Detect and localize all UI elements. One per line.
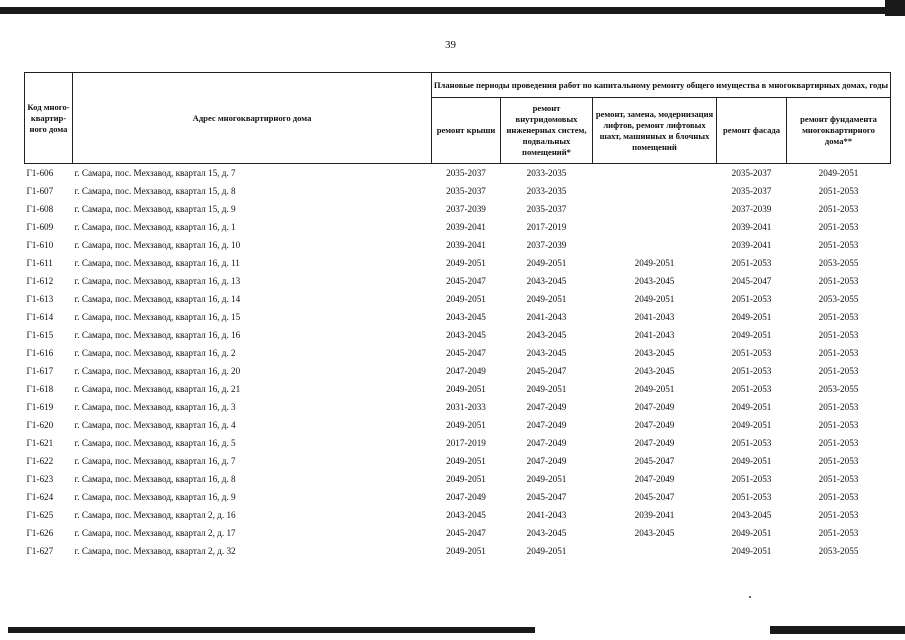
cell-elevators bbox=[593, 164, 717, 183]
cell-foundation: 2049-2051 bbox=[818, 168, 859, 178]
cell-elevators: 2047-2049 bbox=[634, 474, 675, 484]
cell-address: г. Самара, пос. Мехзавод, квартал 16, д. 14 bbox=[74, 294, 241, 304]
cell-elevators: 2045-2047 bbox=[634, 492, 675, 502]
cell-facade: 2049-2051 bbox=[731, 420, 772, 430]
cell-roof: 2049-2051 bbox=[446, 420, 486, 430]
header-address: Адрес многоквартирного дома bbox=[73, 73, 432, 164]
cell-code: Г1-612 bbox=[26, 276, 54, 286]
cell-code: Г1-623 bbox=[26, 474, 54, 484]
cell-elevators: 2043-2045 bbox=[634, 348, 675, 358]
scan-border-bottom bbox=[8, 627, 535, 633]
cell-engineering: 2041-2043 bbox=[526, 510, 567, 520]
table-row bbox=[25, 542, 891, 560]
cell-facade: 2051-2053 bbox=[731, 348, 772, 358]
cell-facade: 2051-2053 bbox=[731, 384, 772, 394]
cell-facade: 2051-2053 bbox=[731, 438, 772, 448]
cell-foundation: 2053-2055 bbox=[818, 258, 859, 268]
cell-address: г. Самара, пос. Мехзавод, квартал 16, д. 1 bbox=[74, 222, 236, 232]
table-row bbox=[25, 326, 891, 344]
cell-foundation: 2051-2053 bbox=[818, 402, 859, 412]
cell-foundation: 2051-2053 bbox=[818, 492, 859, 502]
cell-foundation: 2051-2053 bbox=[818, 222, 859, 232]
cell-roof: 2049-2051 bbox=[446, 456, 486, 466]
cell-engineering: 2017-2019 bbox=[526, 222, 567, 232]
capital-repair-table bbox=[24, 72, 891, 560]
cell-address: г. Самара, пос. Мехзавод, квартал 2, д. 16 bbox=[74, 510, 236, 520]
cell-roof: 2047-2049 bbox=[446, 366, 486, 376]
cell-facade: 2035-2037 bbox=[731, 186, 772, 196]
cell-address: г. Самара, пос. Мехзавод, квартал 16, д. 16 bbox=[74, 330, 241, 340]
cell-foundation: 2053-2055 bbox=[818, 294, 859, 304]
cell-code: Г1-609 bbox=[26, 222, 54, 232]
cell-engineering: 2045-2047 bbox=[526, 492, 567, 502]
cell-address: г. Самара, пос. Мехзавод, квартал 15, д. 7 bbox=[74, 168, 236, 178]
cell-address: г. Самара, пос. Мехзавод, квартал 16, д. 8 bbox=[74, 474, 236, 484]
cell-roof: 2039-2041 bbox=[446, 240, 486, 250]
cell-roof: 2031-2033 bbox=[446, 402, 486, 412]
table-row bbox=[25, 362, 891, 380]
table-row bbox=[25, 434, 891, 452]
table-body bbox=[25, 164, 891, 561]
cell-roof: 2043-2045 bbox=[446, 330, 486, 340]
header-periods-group: Плановые периоды проведения работ по капитальному ремонту общего имущества в многоквартирных домах, годы bbox=[432, 73, 891, 98]
cell-elevators: 2043-2045 bbox=[634, 366, 675, 376]
cell-engineering: 2049-2051 bbox=[526, 258, 567, 268]
cell-code: Г1-618 bbox=[26, 384, 54, 394]
scan-border-top bbox=[0, 0, 905, 14]
table-row bbox=[25, 524, 891, 542]
cell-foundation: 2051-2053 bbox=[818, 510, 859, 520]
cell-roof: 2045-2047 bbox=[446, 276, 486, 286]
cell-roof: 2037-2039 bbox=[446, 204, 486, 214]
cell-elevators: 2039-2041 bbox=[634, 510, 675, 520]
cell-roof: 2035-2037 bbox=[446, 168, 486, 178]
table-row bbox=[25, 308, 891, 326]
table-row bbox=[25, 200, 891, 218]
cell-facade: 2035-2037 bbox=[731, 168, 772, 178]
cell-address: г. Самара, пос. Мехзавод, квартал 2, д. 17 bbox=[74, 528, 236, 538]
cell-address: г. Самара, пос. Мехзавод, квартал 16, д. 9 bbox=[74, 492, 236, 502]
cell-code: Г1-621 bbox=[26, 438, 54, 448]
cell-address: г. Самара, пос. Мехзавод, квартал 16, д. 2 bbox=[74, 348, 236, 358]
cell-facade: 2051-2053 bbox=[731, 366, 772, 376]
cell-elevators: 2041-2043 bbox=[634, 312, 675, 322]
cell-address: г. Самара, пос. Мехзавод, квартал 16, д. 10 bbox=[74, 240, 241, 250]
cell-roof: 2049-2051 bbox=[446, 546, 486, 556]
cell-engineering: 2043-2045 bbox=[526, 276, 567, 286]
table-row bbox=[25, 452, 891, 470]
cell-facade: 2043-2045 bbox=[731, 510, 772, 520]
cell-engineering: 2045-2047 bbox=[526, 366, 567, 376]
header-code: Код много-квартир-ного дома bbox=[25, 73, 73, 164]
cell-elevators: 2041-2043 bbox=[634, 330, 675, 340]
cell-code: Г1-611 bbox=[26, 258, 53, 268]
cell-code: Г1-615 bbox=[26, 330, 54, 340]
cell-engineering: 2043-2045 bbox=[526, 330, 567, 340]
table-row bbox=[25, 416, 891, 434]
cell-code: Г1-616 bbox=[26, 348, 54, 358]
cell-facade: 2037-2039 bbox=[731, 204, 772, 214]
cell-code: Г1-607 bbox=[26, 186, 54, 196]
cell-facade: 2051-2053 bbox=[731, 258, 772, 268]
cell-elevators bbox=[593, 236, 717, 254]
cell-engineering: 2049-2051 bbox=[526, 474, 567, 484]
cell-elevators: 2047-2049 bbox=[634, 420, 675, 430]
cell-elevators: 2045-2047 bbox=[634, 456, 675, 466]
header-engineering: ремонт внутридомовых инженерных систем, подвальных помещений* bbox=[501, 98, 593, 164]
cell-roof: 2035-2037 bbox=[446, 186, 486, 196]
cell-foundation: 2051-2053 bbox=[818, 276, 859, 286]
cell-engineering: 2049-2051 bbox=[526, 294, 567, 304]
cell-code: Г1-619 bbox=[26, 402, 54, 412]
cell-address: г. Самара, пос. Мехзавод, квартал 16, д. 7 bbox=[74, 456, 236, 466]
cell-elevators: 2043-2045 bbox=[634, 528, 675, 538]
cell-foundation: 2051-2053 bbox=[818, 438, 859, 448]
cell-facade: 2039-2041 bbox=[731, 222, 772, 232]
cell-facade: 2049-2051 bbox=[731, 402, 772, 412]
cell-code: Г1-624 bbox=[26, 492, 54, 502]
table-row bbox=[25, 506, 891, 524]
table-row bbox=[25, 488, 891, 506]
cell-foundation: 2051-2053 bbox=[818, 204, 859, 214]
cell-address: г. Самара, пос. Мехзавод, квартал 16, д. 13 bbox=[74, 276, 241, 286]
cell-foundation: 2051-2053 bbox=[818, 456, 859, 466]
cell-facade: 2049-2051 bbox=[731, 312, 772, 322]
cell-address: г. Самара, пос. Мехзавод, квартал 16, д. 4 bbox=[74, 420, 236, 430]
cell-engineering: 2047-2049 bbox=[526, 456, 567, 466]
cell-engineering: 2035-2037 bbox=[526, 204, 567, 214]
cell-roof: 2039-2041 bbox=[446, 222, 486, 232]
cell-engineering: 2033-2035 bbox=[526, 186, 567, 196]
cell-address: г. Самара, пос. Мехзавод, квартал 16, д. 20 bbox=[74, 366, 241, 376]
table-row bbox=[25, 182, 891, 200]
cell-code: Г1-614 bbox=[26, 312, 54, 322]
cell-facade: 2049-2051 bbox=[731, 528, 772, 538]
cell-code: Г1-613 bbox=[26, 294, 54, 304]
cell-elevators bbox=[593, 542, 717, 560]
table-row bbox=[25, 236, 891, 254]
cell-roof: 2017-2019 bbox=[446, 438, 486, 448]
cell-facade: 2051-2053 bbox=[731, 474, 772, 484]
cell-foundation: 2051-2053 bbox=[818, 186, 859, 196]
cell-address: г. Самара, пос. Мехзавод, квартал 16, д. 5 bbox=[74, 438, 236, 448]
scan-corner-top-right bbox=[885, 0, 905, 16]
header-roof: ремонт крыши bbox=[432, 98, 501, 164]
cell-facade: 2049-2051 bbox=[731, 546, 772, 556]
table-row bbox=[25, 254, 891, 272]
cell-address: г. Самара, пос. Мехзавод, квартал 15, д. 9 bbox=[74, 204, 236, 214]
cell-roof: 2049-2051 bbox=[446, 294, 486, 304]
cell-address: г. Самара, пос. Мехзавод, квартал 2, д. 32 bbox=[74, 546, 236, 556]
cell-elevators: 2047-2049 bbox=[634, 402, 675, 412]
header-facade: ремонт фасада bbox=[717, 98, 787, 164]
cell-roof: 2049-2051 bbox=[446, 258, 486, 268]
table-row bbox=[25, 344, 891, 362]
cell-foundation: 2051-2053 bbox=[818, 474, 859, 484]
cell-facade: 2045-2047 bbox=[731, 276, 772, 286]
cell-code: Г1-610 bbox=[26, 240, 54, 250]
cell-engineering: 2041-2043 bbox=[526, 312, 567, 322]
cell-elevators: 2049-2051 bbox=[634, 258, 675, 268]
scan-speck bbox=[749, 596, 751, 598]
cell-facade: 2039-2041 bbox=[731, 240, 772, 250]
cell-foundation: 2051-2053 bbox=[818, 348, 859, 358]
cell-code: Г1-620 bbox=[26, 420, 54, 430]
cell-facade: 2051-2053 bbox=[731, 492, 772, 502]
cell-elevators: 2049-2051 bbox=[634, 294, 675, 304]
cell-foundation: 2051-2053 bbox=[818, 528, 859, 538]
cell-address: г. Самара, пос. Мехзавод, квартал 16, д. 11 bbox=[74, 258, 240, 268]
cell-roof: 2049-2051 bbox=[446, 384, 486, 394]
cell-foundation: 2051-2053 bbox=[818, 312, 859, 322]
cell-code: Г1-625 bbox=[26, 510, 54, 520]
cell-elevators bbox=[593, 218, 717, 236]
cell-foundation: 2051-2053 bbox=[818, 366, 859, 376]
cell-facade: 2049-2051 bbox=[731, 330, 772, 340]
table-row bbox=[25, 218, 891, 236]
table-row bbox=[25, 164, 891, 183]
cell-address: г. Самара, пос. Мехзавод, квартал 16, д. 15 bbox=[74, 312, 241, 322]
cell-code: Г1-627 bbox=[26, 546, 54, 556]
cell-address: г. Самара, пос. Мехзавод, квартал 16, д. 21 bbox=[74, 384, 241, 394]
cell-engineering: 2047-2049 bbox=[526, 438, 567, 448]
table-row bbox=[25, 380, 891, 398]
cell-elevators bbox=[593, 182, 717, 200]
cell-foundation: 2053-2055 bbox=[818, 384, 859, 394]
cell-roof: 2043-2045 bbox=[446, 510, 486, 520]
table-row bbox=[25, 470, 891, 488]
cell-facade: 2051-2053 bbox=[731, 294, 772, 304]
cell-engineering: 2037-2039 bbox=[526, 240, 567, 250]
cell-foundation: 2051-2053 bbox=[818, 330, 859, 340]
cell-code: Г1-617 bbox=[26, 366, 54, 376]
page-number: 39 bbox=[445, 39, 456, 51]
table-row bbox=[25, 398, 891, 416]
cell-code: Г1-626 bbox=[26, 528, 54, 538]
header-elevators: ремонт, замена, модернизация лифтов, ремонт лифтовых шахт, машинных и блочных помещений bbox=[593, 98, 717, 164]
cell-facade: 2049-2051 bbox=[731, 456, 772, 466]
cell-engineering: 2049-2051 bbox=[526, 384, 567, 394]
cell-address: г. Самара, пос. Мехзавод, квартал 16, д. 3 bbox=[74, 402, 236, 412]
cell-engineering: 2033-2035 bbox=[526, 168, 567, 178]
header-foundation: ремонт фундамента многоквартирного дома** bbox=[787, 98, 891, 164]
cell-foundation: 2051-2053 bbox=[818, 240, 859, 250]
cell-roof: 2047-2049 bbox=[446, 492, 486, 502]
cell-elevators: 2043-2045 bbox=[634, 276, 675, 286]
cell-code: Г1-608 bbox=[26, 204, 54, 214]
cell-elevators: 2049-2051 bbox=[634, 384, 675, 394]
cell-engineering: 2049-2051 bbox=[526, 546, 567, 556]
cell-foundation: 2051-2053 bbox=[818, 420, 859, 430]
cell-address: г. Самара, пос. Мехзавод, квартал 15, д. 8 bbox=[74, 186, 236, 196]
cell-roof: 2043-2045 bbox=[446, 312, 486, 322]
cell-roof: 2049-2051 bbox=[446, 474, 486, 484]
cell-engineering: 2047-2049 bbox=[526, 420, 567, 430]
cell-engineering: 2043-2045 bbox=[526, 348, 567, 358]
table-row bbox=[25, 272, 891, 290]
cell-roof: 2045-2047 bbox=[446, 528, 486, 538]
table-row bbox=[25, 290, 891, 308]
cell-foundation: 2053-2055 bbox=[818, 546, 859, 556]
cell-engineering: 2047-2049 bbox=[526, 402, 567, 412]
cell-roof: 2045-2047 bbox=[446, 348, 486, 358]
cell-code: Г1-622 bbox=[26, 456, 54, 466]
cell-engineering: 2043-2045 bbox=[526, 528, 567, 538]
cell-elevators: 2047-2049 bbox=[634, 438, 675, 448]
cell-elevators bbox=[593, 200, 717, 218]
cell-code: Г1-606 bbox=[26, 168, 54, 178]
scan-border-bottom-right bbox=[770, 626, 905, 634]
